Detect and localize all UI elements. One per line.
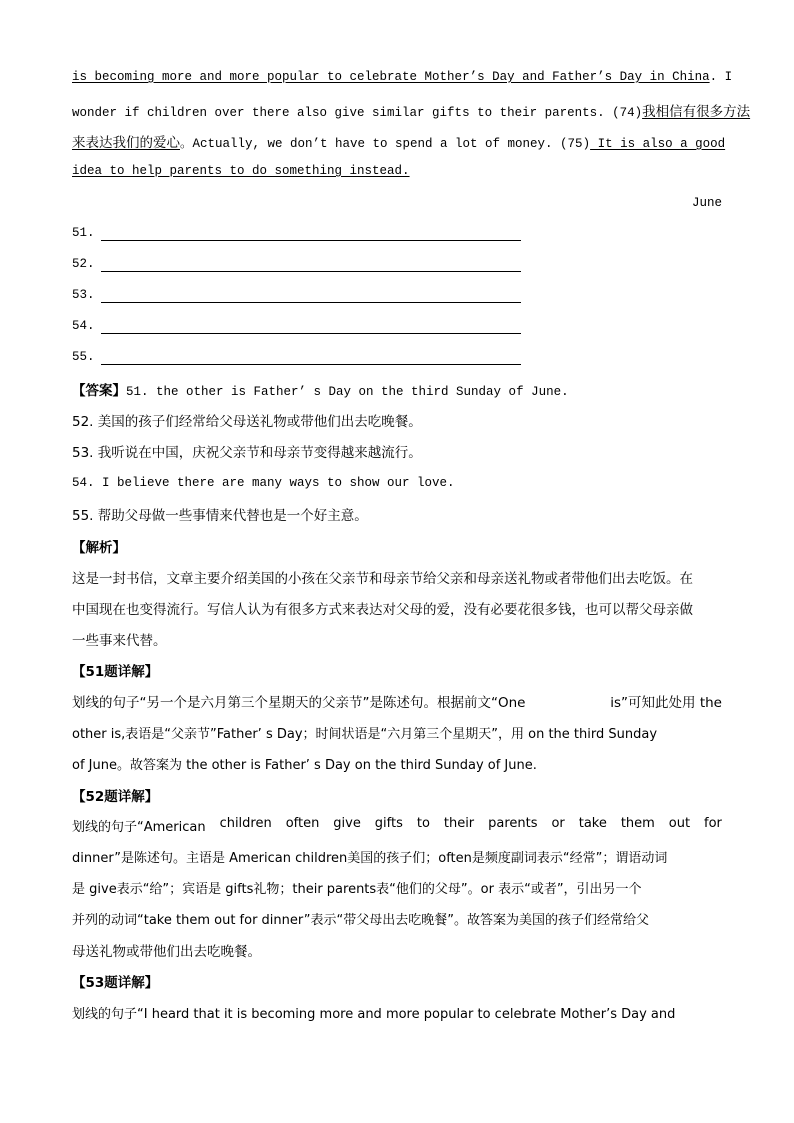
answer-blank-53[interactable]: 53. (72, 288, 532, 306)
q52-line-1: 划线的句子“American children often give gifts to their parents or take them out for (72, 816, 722, 835)
q51-line-3: of June。故答案为 the other is Father’ s Day on the third Sunday of June. (72, 758, 537, 773)
underlined-sentence-73: is becoming more and more popular to celebrate Mother’s Day and Father’s Day in China (72, 70, 710, 84)
analysis-line-3: 一些事来代替。 (72, 633, 167, 649)
q53-line-1: 划线的句子“I heard that it is becoming more and more popular to celebrate Mother’s Day and (72, 1007, 676, 1022)
q52-line-5: 母送礼物或带他们出去吃晚餐。 (72, 944, 261, 960)
answer-label: 【答案】 (72, 383, 126, 399)
q51-line-1: 划线的句子“另一个是六月第三个星期天的父亲节”是陈述句。根据前文“One is”可知此处用 the (72, 695, 722, 711)
answer-51-line (72, 379, 722, 399)
q51-label: 【51题详解】 (72, 664, 159, 680)
answer-blank-51[interactable]: 51. (72, 226, 532, 244)
answer-53: 53. 我听说在中国，庆祝父亲节和母亲节变得越来越流行。 (72, 445, 422, 461)
answer-blank-55[interactable]: 55. (72, 350, 532, 368)
q52-line-3: 是 give表示“给”；宾语是 gifts礼物；their parents表“他们的父母”。or 表示“或者”，引出另一个 (72, 882, 642, 897)
letter-line-3: 来表达我们的爱心。Actually, we don’t have to spend a lot of money. (75) It is also a good (72, 135, 726, 151)
answer-51: 51. the other is Father’ s Day on the third Sunday of June. (126, 385, 569, 399)
analysis-label: 【解析】 (72, 540, 126, 556)
answer-52: 52. 美国的孩子们经常给父母送礼物或带他们出去吃晚餐。 (72, 414, 422, 430)
letter-signature: June (691, 196, 722, 210)
underlined-sentence-74-cont: 来表达我们的爱心 (72, 135, 180, 151)
letter-line-4 (72, 164, 722, 178)
letter-line-1: is becoming more and more popular to celebrate Mother’s Day and Father’s Day in China. I (72, 70, 733, 84)
q52-label: 【52题详解】 (72, 789, 159, 805)
analysis-line-1: 这是一封书信，文章主要介绍美国的小孩在父亲节和母亲节给父亲和母亲送礼物或者带他们出去吃饭。在 (72, 571, 693, 587)
underlined-sentence-74: 我相信有很多方法 (642, 104, 751, 120)
letter-line-2: wonder if children over there also give similar gifts to their parents. (74)我相信有很多方法 (72, 104, 751, 120)
q52-line-2: dinner”是陈述句。主语是 American children美国的孩子们；often是频度副词表示“经常”；谓语动词 (72, 851, 668, 866)
q53-label: 【53题详解】 (72, 975, 159, 991)
analysis-line-2: 中国现在也变得流行。写信人认为有很多方式来表达对父母的爱，没有必要花很多钱，也可以帮父母亲做 (72, 602, 693, 618)
q52-line-4: 并列的动词“take them out for dinner”表示“带父母出去吃晚餐”。故答案为美国的孩子们经常给父 (72, 913, 649, 928)
underlined-sentence-75-cont: idea to help parents to do something instead. (72, 164, 410, 178)
q51-line-2: other is,表语是“父亲节”Father’ s Day；时间状语是“六月第三个星期天”，用 on the third Sunday (72, 727, 658, 742)
answer-54: 54. I believe there are many ways to show our love. (72, 476, 455, 490)
underlined-sentence-75: It is also a good (590, 137, 726, 151)
answer-blank-52[interactable]: 52. (72, 257, 532, 275)
answer-blank-54[interactable]: 54. (72, 319, 532, 337)
answer-55: 55. 帮助父母做一些事情来代替也是一个好主意。 (72, 508, 368, 524)
